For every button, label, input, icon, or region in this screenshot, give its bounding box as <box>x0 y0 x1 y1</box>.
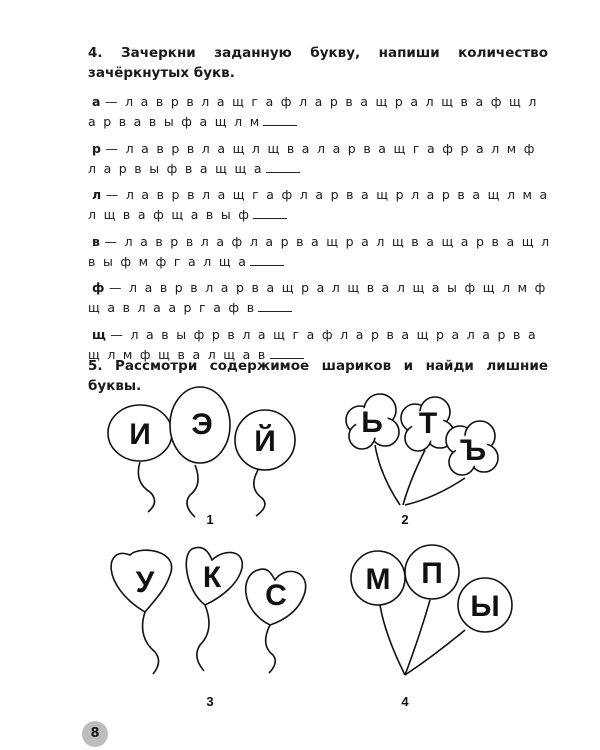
balloon-letter: Й <box>254 425 276 458</box>
target-letter: ф <box>92 280 105 295</box>
balloon-string <box>266 625 276 673</box>
balloon-letter: Ъ <box>459 434 487 467</box>
balloon-letter: У <box>135 566 155 599</box>
target-letter: щ <box>92 327 107 342</box>
target-letter: р <box>92 141 102 156</box>
task-4-title: 4. Зачеркни заданную букву, напиши количество зачёркнутых букв. <box>88 45 548 81</box>
balloon-string <box>187 465 198 517</box>
balloon-group-1 <box>108 387 295 527</box>
letter-sequence: — л а в ы ф р в л а щ г а ф л а р в а щ р а л а р в а щ л м ф щ в а л щ а в <box>88 327 536 362</box>
balloon-letter: И <box>129 418 151 451</box>
balloon-letter: Э <box>191 408 213 441</box>
letter-sequence: — л а в р в л а щ г а ф л а р в а щ р л а р в а щ л м а л щ в а ф щ а в ы ф <box>88 187 548 222</box>
balloon-string <box>254 470 265 516</box>
letter-sequence: — л а в р в л а щ л щ в а л а р в а щ г а ф р а л м ф л а р в ы ф в а щ щ а <box>88 141 535 176</box>
group-number: 3 <box>206 694 214 709</box>
balloon-group-4 <box>351 545 512 709</box>
target-letter: а <box>92 94 101 109</box>
balloon-letter: С <box>265 579 287 612</box>
balloon-letter: П <box>421 557 443 590</box>
balloon-string <box>403 450 425 505</box>
group-number: 1 <box>206 512 214 527</box>
balloon-group-2 <box>346 394 498 527</box>
balloon-letter: Ь <box>361 406 383 439</box>
balloon-string <box>380 605 405 675</box>
page-number: 8 <box>82 721 108 747</box>
target-letter: в <box>92 234 101 249</box>
balloon-letter: М <box>365 563 391 596</box>
balloon-string <box>405 478 465 505</box>
balloon-string <box>375 445 400 505</box>
balloon-letter: Т <box>418 407 438 440</box>
target-letter: л <box>92 187 102 202</box>
balloon-letter: Ы <box>470 590 500 623</box>
task-5-title: 5. Рассмотри содержимое шариков и найди лишние буквы. <box>88 358 548 394</box>
letter-sequence: — л а в р в л а ф л а р в а щ р а л щ в а щ а р в а щ л в ы ф м ф г а л щ а <box>88 234 550 269</box>
balloon-string <box>197 605 209 671</box>
group-number: 4 <box>401 694 409 709</box>
letter-sequence: — л а в р в л а щ г а ф л а р в а щ р а л щ в а ф щ л а р в а в ы ф а щ л м <box>88 94 537 129</box>
balloon-string <box>143 612 159 674</box>
letter-sequence: — л а в р в л а р в а щ р а л щ в а л щ а ы ф щ л м ф щ а в л а а р г а ф в <box>88 280 546 315</box>
balloon-group-3 <box>111 547 306 709</box>
group-number: 2 <box>401 512 409 527</box>
balloon-letter: К <box>202 561 222 594</box>
balloon-string <box>138 462 154 512</box>
balloon-string <box>405 600 430 675</box>
